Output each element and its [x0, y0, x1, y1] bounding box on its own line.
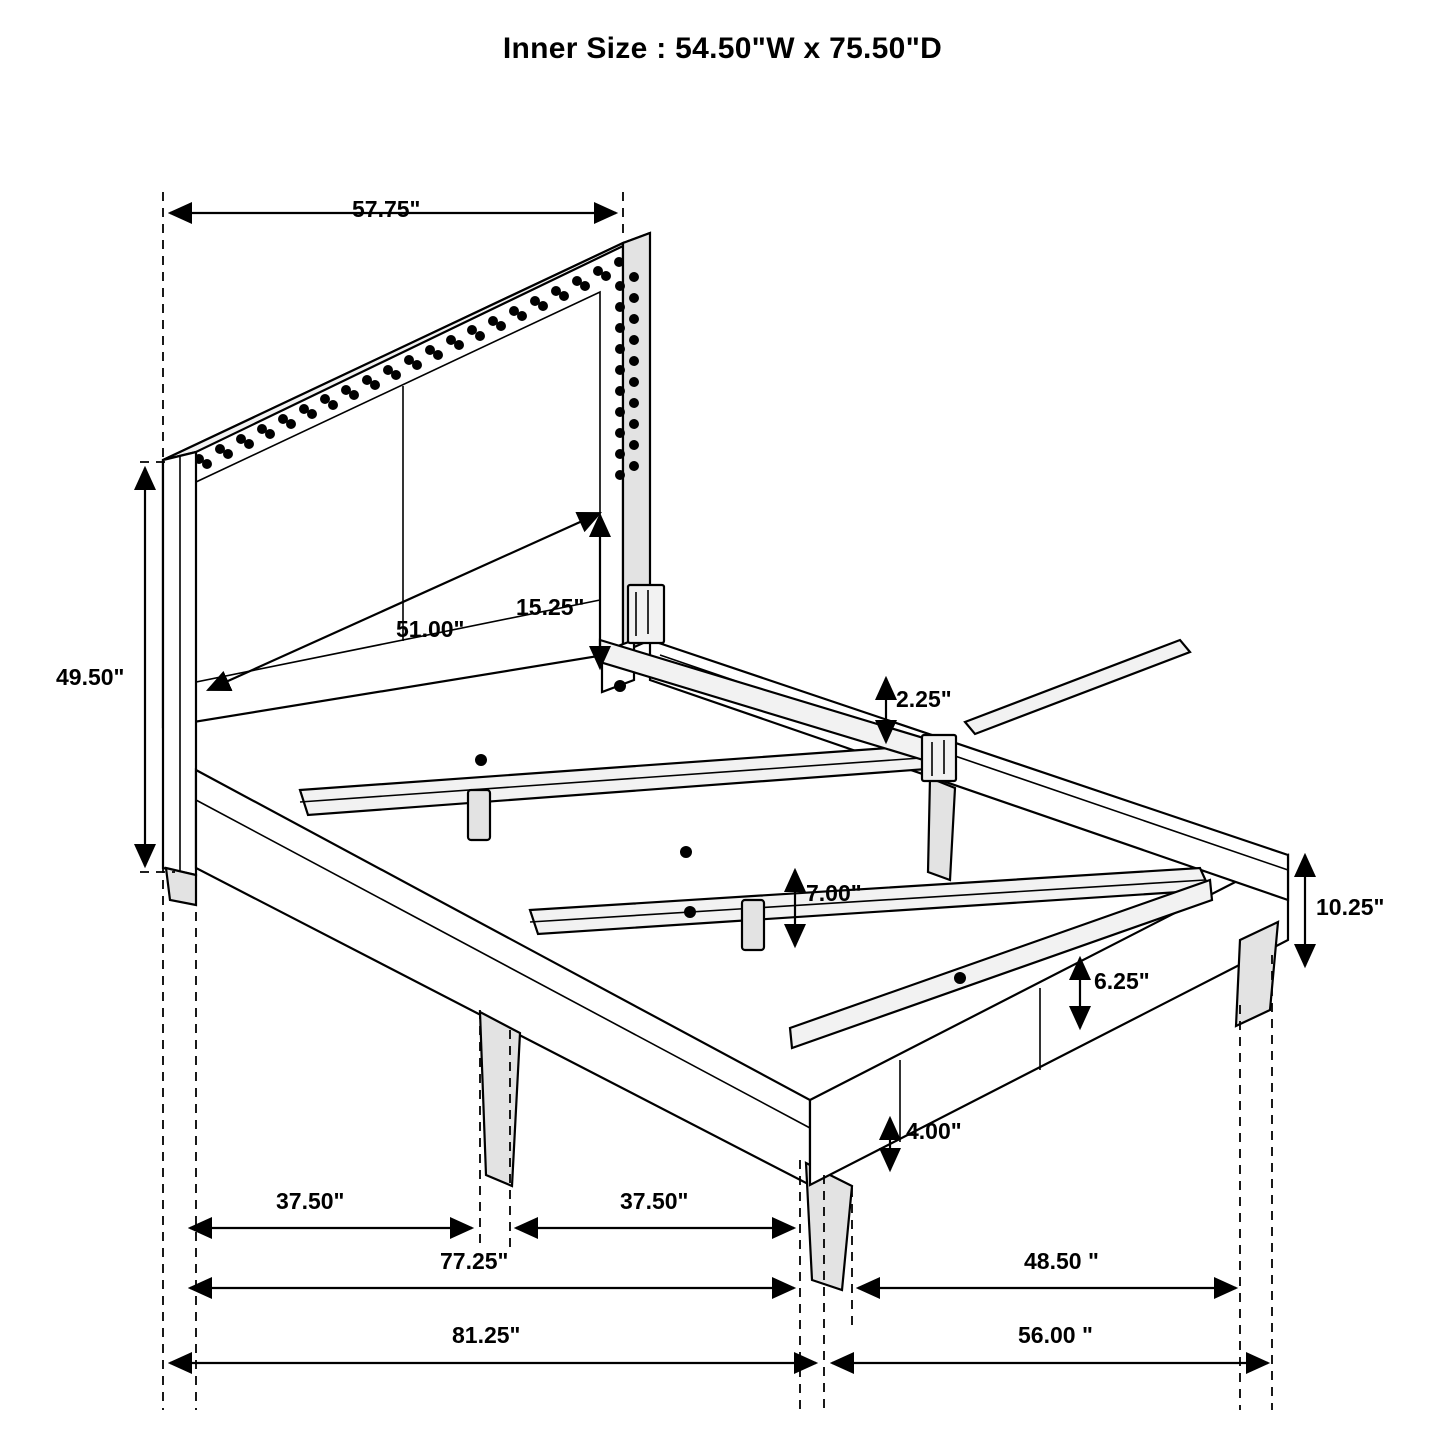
dim-headboard-total-height: 49.50"	[56, 664, 125, 690]
dim-leg-span-right: 37.50"	[620, 1188, 689, 1214]
dim-headboard-panel-height: 51.00"	[396, 616, 465, 642]
dim-leg-span-left: 37.50"	[276, 1188, 345, 1214]
dim-slat-support-height: 7.00"	[806, 880, 862, 906]
dim-overall-width: 56.00 "	[1018, 1322, 1093, 1348]
page-title: Inner Size : 54.50"W x 75.50"D	[502, 32, 943, 65]
dim-side-rail-height: 10.25"	[1316, 894, 1385, 920]
dim-footboard-depth: 48.50 "	[1024, 1248, 1099, 1274]
dim-overall-length: 81.25"	[452, 1322, 521, 1348]
dim-inner-length: 77.25"	[440, 1248, 509, 1274]
dim-headboard-width: 57.75"	[352, 196, 421, 222]
dim-rail-thickness: 2.25"	[896, 686, 952, 712]
dim-leg-height: 4.00"	[906, 1118, 962, 1144]
dim-rail-face-height: 6.25"	[1094, 968, 1150, 994]
dim-headboard-to-rail: 15.25"	[516, 594, 585, 620]
